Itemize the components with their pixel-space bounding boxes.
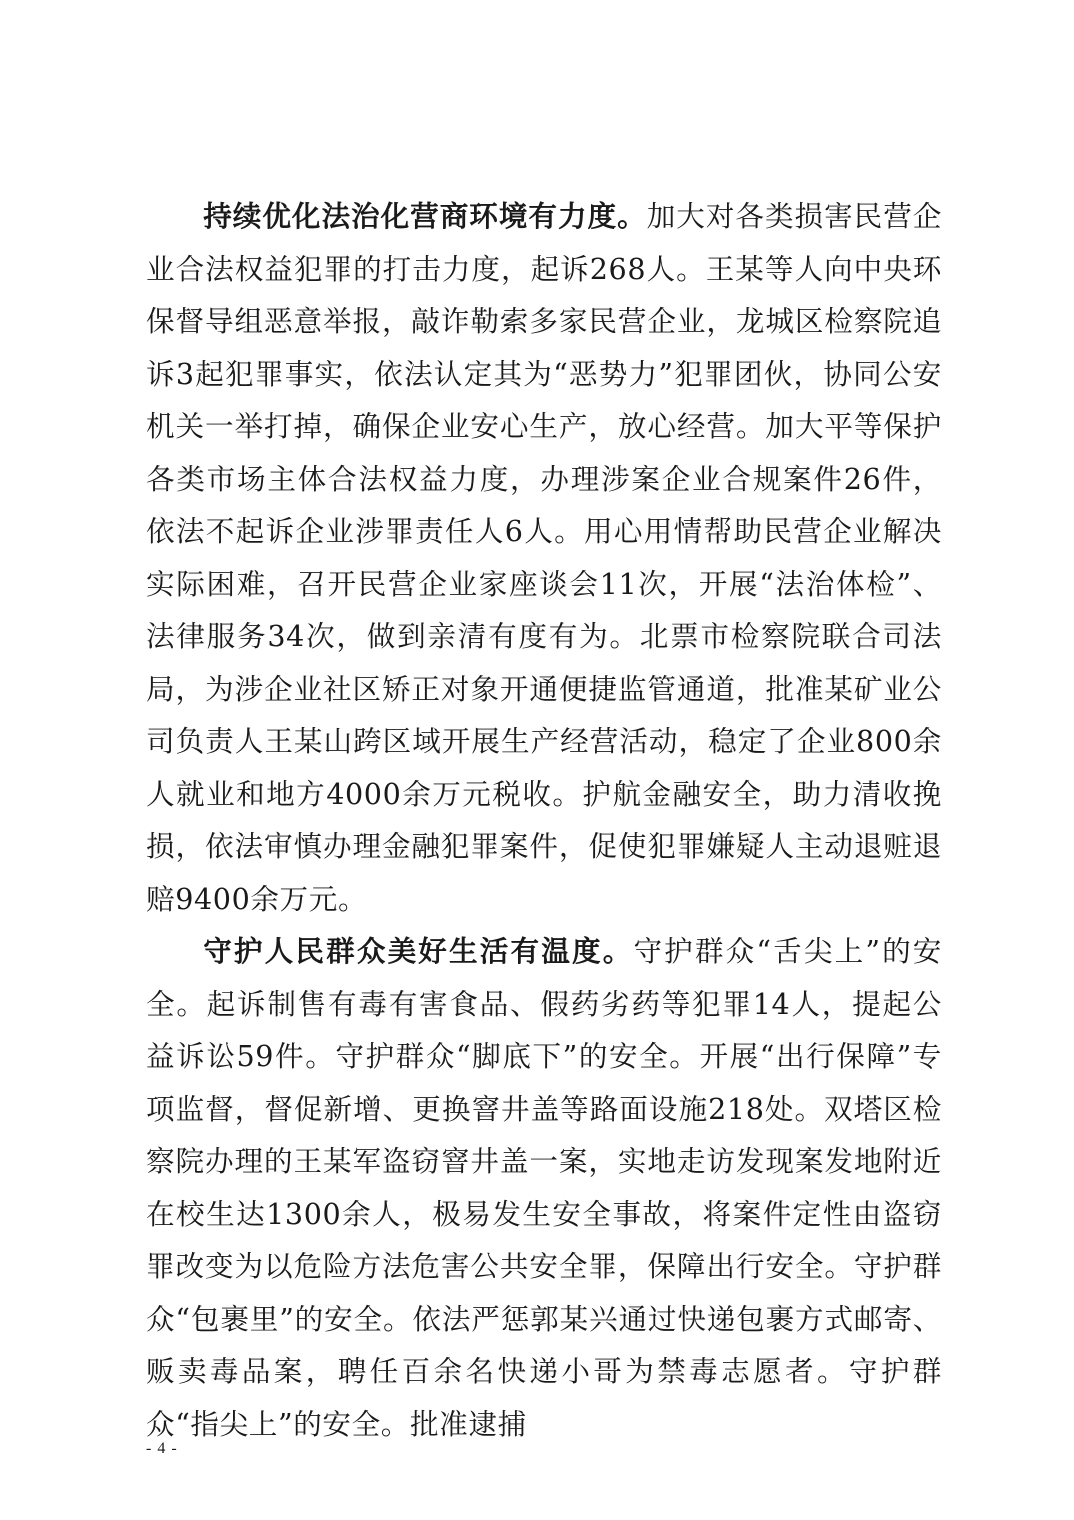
paragraph-text: 守护群众“舌尖上”的安全。起诉制售有毒有害食品、假药劣药等犯罪14人，提起公益诉讼59件。守护群众“脚底下”的安全。开展“出行保障”专项监督，督促新增、更换窨井盖等路面设施218处。双塔区检察院办理的王某军盗窃窨井盖一案，实地走访发现案发地附近在校生达1300余人，极易发生安全事故，将案件定性由盗窃罪改变为以危险方法危害公共安全罪，保障出行安全。守护群众“包裹里”的安全。依法严惩郭某兴通过快递包裹方式邮寄、贩卖毒品案，聘任百余名快递小哥为禁毒志愿者。守护群众“指尖上”的安全。批准逮捕 — [146, 934, 942, 1441]
paragraph-public-wellbeing — [146, 925, 942, 1450]
document-body — [146, 190, 942, 1450]
paragraph-lead: 持续优化法治化营商环境有力度。 — [203, 199, 647, 233]
paragraph-business-environment — [146, 190, 942, 925]
page-number: - 4 - — [146, 1440, 178, 1457]
paragraph-text: 加大对各类损害民营企业合法权益犯罪的打击力度，起诉268人。王某等人向中央环保督导组恶意举报，敲诈勒索多家民营企业，龙城区检察院追诉3起犯罪事实，依法认定其为“恶势力”犯罪团伙，协同公安机关一举打掉，确保企业安心生产，放心经营。加大平等保护各类市场主体合法权益力度，办理涉案企业合规案件26件，依法不起诉企业涉罪责任人6人。用心用情帮助民营企业解决实际困难，召开民营企业家座谈会11次，开展“法治体检”、法律服务34次，做到亲清有度有为。北票市检察院联合司法局，为涉企业社区矫正对象开通便捷监管通道，批准某矿业公司负责人王某山跨区域开展生产经营活动，稳定了企业800余人就业和地方4000余万元税收。护航金融安全，助力清收挽损，依法审慎办理金融犯罪案件，促使犯罪嫌疑人主动退赃退赔9400余万元。 — [146, 199, 942, 916]
paragraph-lead: 守护人民群众美好生活有温度。 — [203, 934, 634, 968]
